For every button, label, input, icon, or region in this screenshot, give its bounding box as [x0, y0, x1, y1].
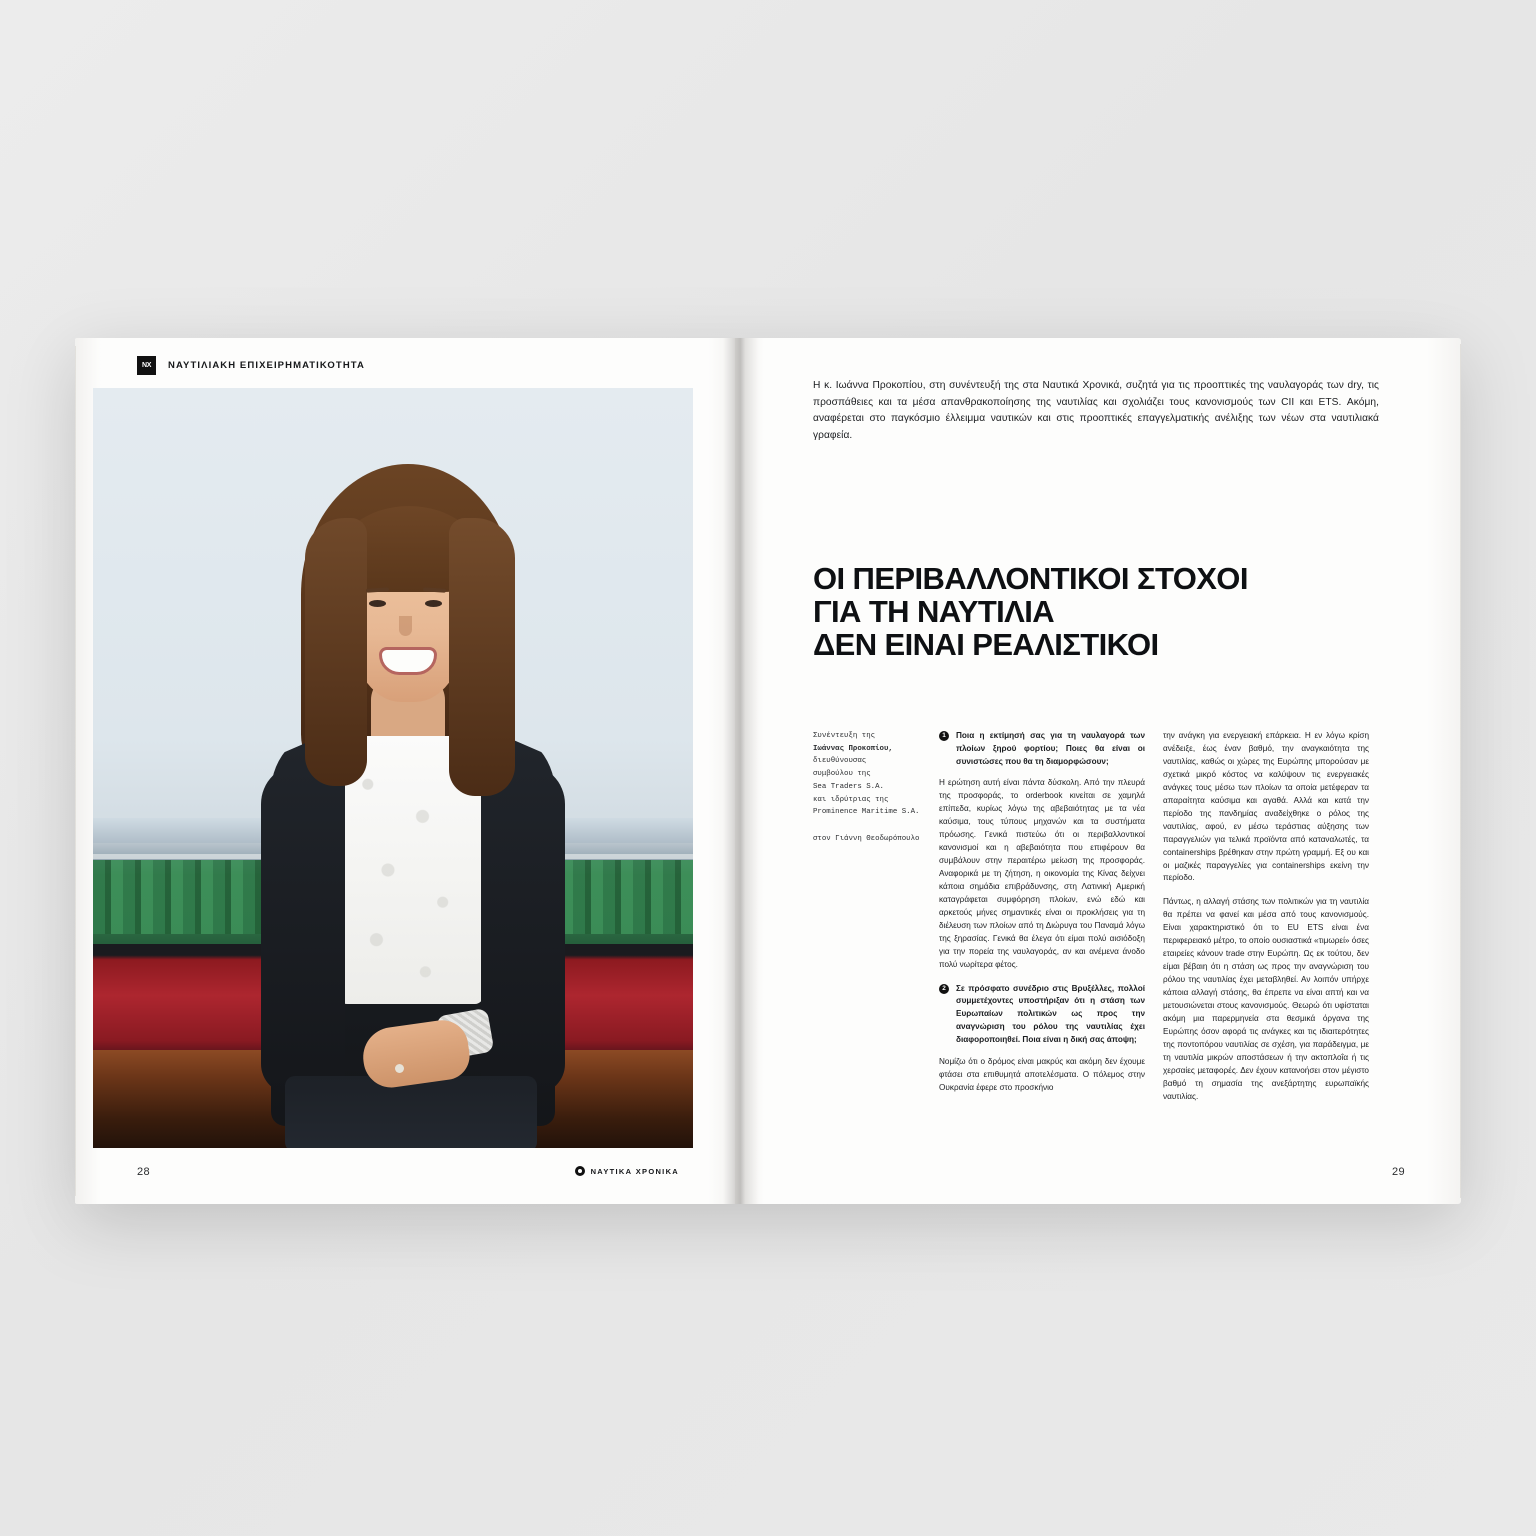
ring: [395, 1064, 404, 1073]
credit-line-5: Sea Traders S.A.: [813, 782, 884, 791]
question-number-1: 1: [939, 731, 949, 741]
body-paragraph-2: Πάντως, η αλλαγή στάσης των πολιτικών για τη ναυτιλία θα πρέπει να φανεί και μέσα από τους κανονισμούς. Είναι χαρακτηριστικό ότι το EU ETS είναι ένα περιφερειακό μέτρο, το οποίο ουσιαστικά «τιμωρεί» όσες εταιρείες κάνουν trade στην Ευρώπη. Ως εκ τούτου, δεν είμαι βέβαιη ότι η στάση ως προς την αναγνώριση του ρόλου της ναυτιλίας έχει μεταβληθεί. Αν λοιπόν υπήρχε κάποια αλλαγή στάσης, θα έπρεπε να είναι απτή και να μετουσιώνεται στους κανονισμούς. Θεωρώ ότι υφίσταται ακόμη μια παρερμηνεία στα θεσμικά όργανα της Ευρώπης όσον αφορά τις ανάγκες και τις ιδιαιτερότητες της ποντοπόρου ναυτιλίας σε σχέση, για παράδειγμα, με τη ναυτιλία μικρών αποστάσεων ή την ακτοπλοΐα ή τις χερσαίες μεταφορές. Δεν έχουν κατανοήσει στον μέγιστο βαθμό τη σημασία της ανεξάρτητης ευρωπαϊκής ναυτιλίας.: [1163, 897, 1369, 1101]
question-text-1: Ποια η εκτίμησή σας για τη ναυλαγορά των πλοίων ξηρού φορτίου; Ποιες θα είναι οι συνιστώσες που θα τη διαμορφώσουν;: [956, 731, 1145, 766]
right-page-edge: [1460, 344, 1461, 1198]
question-number-2: 2: [939, 984, 949, 994]
left-page-header: [137, 356, 365, 375]
question-item-2: [939, 983, 1145, 1047]
lower-body: [285, 1076, 537, 1148]
left-page-number: 28: [137, 1166, 151, 1178]
credit-line-3: διευθύνουσας: [813, 757, 867, 766]
hair-right-strand: [449, 518, 515, 796]
article-title-line-3: ΔΕΝ ΕΙΝΑΙ ΡΕΑΛΙΣΤΙΚΟΙ: [813, 627, 1159, 663]
left-arm: [261, 764, 345, 1094]
credit-column: [813, 730, 921, 1115]
footer-brand: [75, 1166, 679, 1176]
article-title-line-1: ΟΙ ΠΕΡΙΒΑΛΛΟΝΤΙΚΟΙ ΣΤΟΧΟΙ: [813, 561, 1248, 597]
magazine-mark-icon: NX: [137, 356, 156, 375]
body-paragraph-1: την ανάγκη για ενεργειακή επάρκεια. Η εν λόγω κρίση ανέδειξε, έως έναν βαθμό, την αναγκαιότητα της ναυτιλίας, καθώς οι χώρες της Ευρώπης μπορούσαν με σχετικά μικρό κόστος να καλύψουν τις ενεργειακές ανάγκες τους μέσω των πλοίων τα οποία μετέφεραν τα απαραίτητα καύσιμα και αγαθά. Αλλά και κατά την περίοδο της πανδημίας αναδείχθηκε ο ρόλος της ναυτιλίας, αφού, εν μέσω τεράστιας αύξησης των παραγγελιών για τελικά προϊόντα από καταναλωτές, τα containerships βρέθηκαν στην πρώτη γραμμή. Εξ ου και οι μαζικές παραγγελίες για containerships εκείνη την περίοδο.: [1163, 731, 1369, 883]
right-page-number: 29: [1391, 1166, 1405, 1178]
article-title: [813, 562, 1373, 661]
credit-interviewer: στον Γιάννη Θεοδωρόπουλο: [813, 835, 920, 844]
answer-text-1: Η ερώτηση αυτή είναι πάντα δύσκολη. Από την πλευρά της προσφοράς, το orderbook κινείται σε χαμηλά επίπεδα, κυρίως λόγω της αβεβαιότητας με τα νέα καύσιμα, τους τύπους μηχανών και τα συστήματα πρόωσης. Γενικά πιστεύω ότι οι περιβαλλοντικοί κανονισμοί και η αβεβαιότητα που επιφέρουν θα συμβάλουν στην περαιτέρω μείωση της προσφοράς. Αναφορικά με τη ζήτηση, η οικονομία της Κίνας δείχνει κάποια σημάδια επιβράδυνσης, στη Λατινική Αμερική καταγράφεται συμφόρηση πλοίων, ενώ εδώ και αρκετούς μήνες σημαντικές είναι οι προκλήσεις για τη διέλευση των πλοίων από τη Διώρυγα του Παναμά λόγω της ξηρασίας. Γενικά θα έλεγα ότι είμαι πολύ αισιόδοξη για την πορεία της ναυλαγοράς, αν και ανέμενα άνοδο πολύ νωρίτερα φέτος.: [939, 778, 1145, 969]
credit-line-1: Συνέντευξη της: [813, 732, 876, 740]
right-arm: [481, 764, 565, 1094]
question-item-1: [939, 730, 1145, 768]
standfirst: Η κ. Ιωάννα Προκοπίου, στη συνέντευξή της στα Ναυτικά Χρονικά, συζητά για τις προοπτικές της ναυλαγοράς των dry, τις προσπάθειες και τα μέσα απανθρακοποίησης της ναυτιλίας και σχολιάζει τους κανονισμούς των CII και ETS. Ακόμη, αναφέρεται στο παγκόσμιο έλλειμμα ναυτικών και στις προοπτικές επαγγελματικής ανέλιξης των νέων στα ναυτιλιακά γραφεία.: [813, 380, 1379, 441]
left-page: [75, 338, 735, 1204]
person-figure: [243, 464, 573, 1148]
credit-block: [813, 730, 921, 819]
credit-line-7: Prominence Maritime S.A.: [813, 808, 920, 817]
nose: [399, 616, 412, 636]
section-kicker: ΝΑΥΤΙΛΙΑΚΗ ΕΠΙΧΕΙΡΗΜΑΤΙΚΟΤΗΤΑ: [168, 360, 365, 371]
right-page: [735, 338, 1461, 1204]
right-eye: [425, 600, 442, 607]
portrait-photo: [93, 388, 693, 1148]
credit-line-4: συμβούλου της: [813, 770, 871, 779]
article-title-line-2: ΓΙΑ ΤΗ ΝΑΥΤΙΛΙΑ: [813, 594, 1055, 630]
left-page-edge: [75, 346, 76, 1196]
smile: [382, 650, 434, 672]
left-eye: [369, 600, 386, 607]
article-columns: [813, 730, 1379, 1115]
hair-left-strand: [305, 518, 367, 786]
body-column-1: [939, 730, 1145, 1115]
right-page-content: [813, 378, 1379, 1168]
answer-text-2: Νομίζω ότι ο δρόμος είναι μακρύς και ακόμη δεν έχουμε φτάσει στα επιθυμητά αποτελέσματα. Ο πόλεμος στην Ουκρανία έφερε στο προσκήνιο: [939, 1056, 1145, 1092]
body-column-2: [1163, 730, 1369, 1115]
magazine-spread: [75, 338, 1461, 1204]
footer-brand-label: ΝΑΥΤΙΚΑ ΧΡΟΝΙΚΑ: [590, 1166, 679, 1176]
question-text-2: Σε πρόσφατο συνέδριο στις Βρυξέλλες, πολλοί συμμετέχοντες υποστήριξαν ότι η στάση των Ευρωπαίων πολιτικών ως προς την αναγνώριση του ρόλου της ναυτιλίας έχει διαφοροποιηθεί. Ποια είναι η δική σας άποψη;: [956, 983, 1145, 1044]
credit-line-2: Ιωάννας Προκοπίου,: [813, 744, 893, 753]
brand-dot-icon: [575, 1166, 585, 1176]
credit-line-6: και ιδρύτριας της: [813, 795, 889, 804]
